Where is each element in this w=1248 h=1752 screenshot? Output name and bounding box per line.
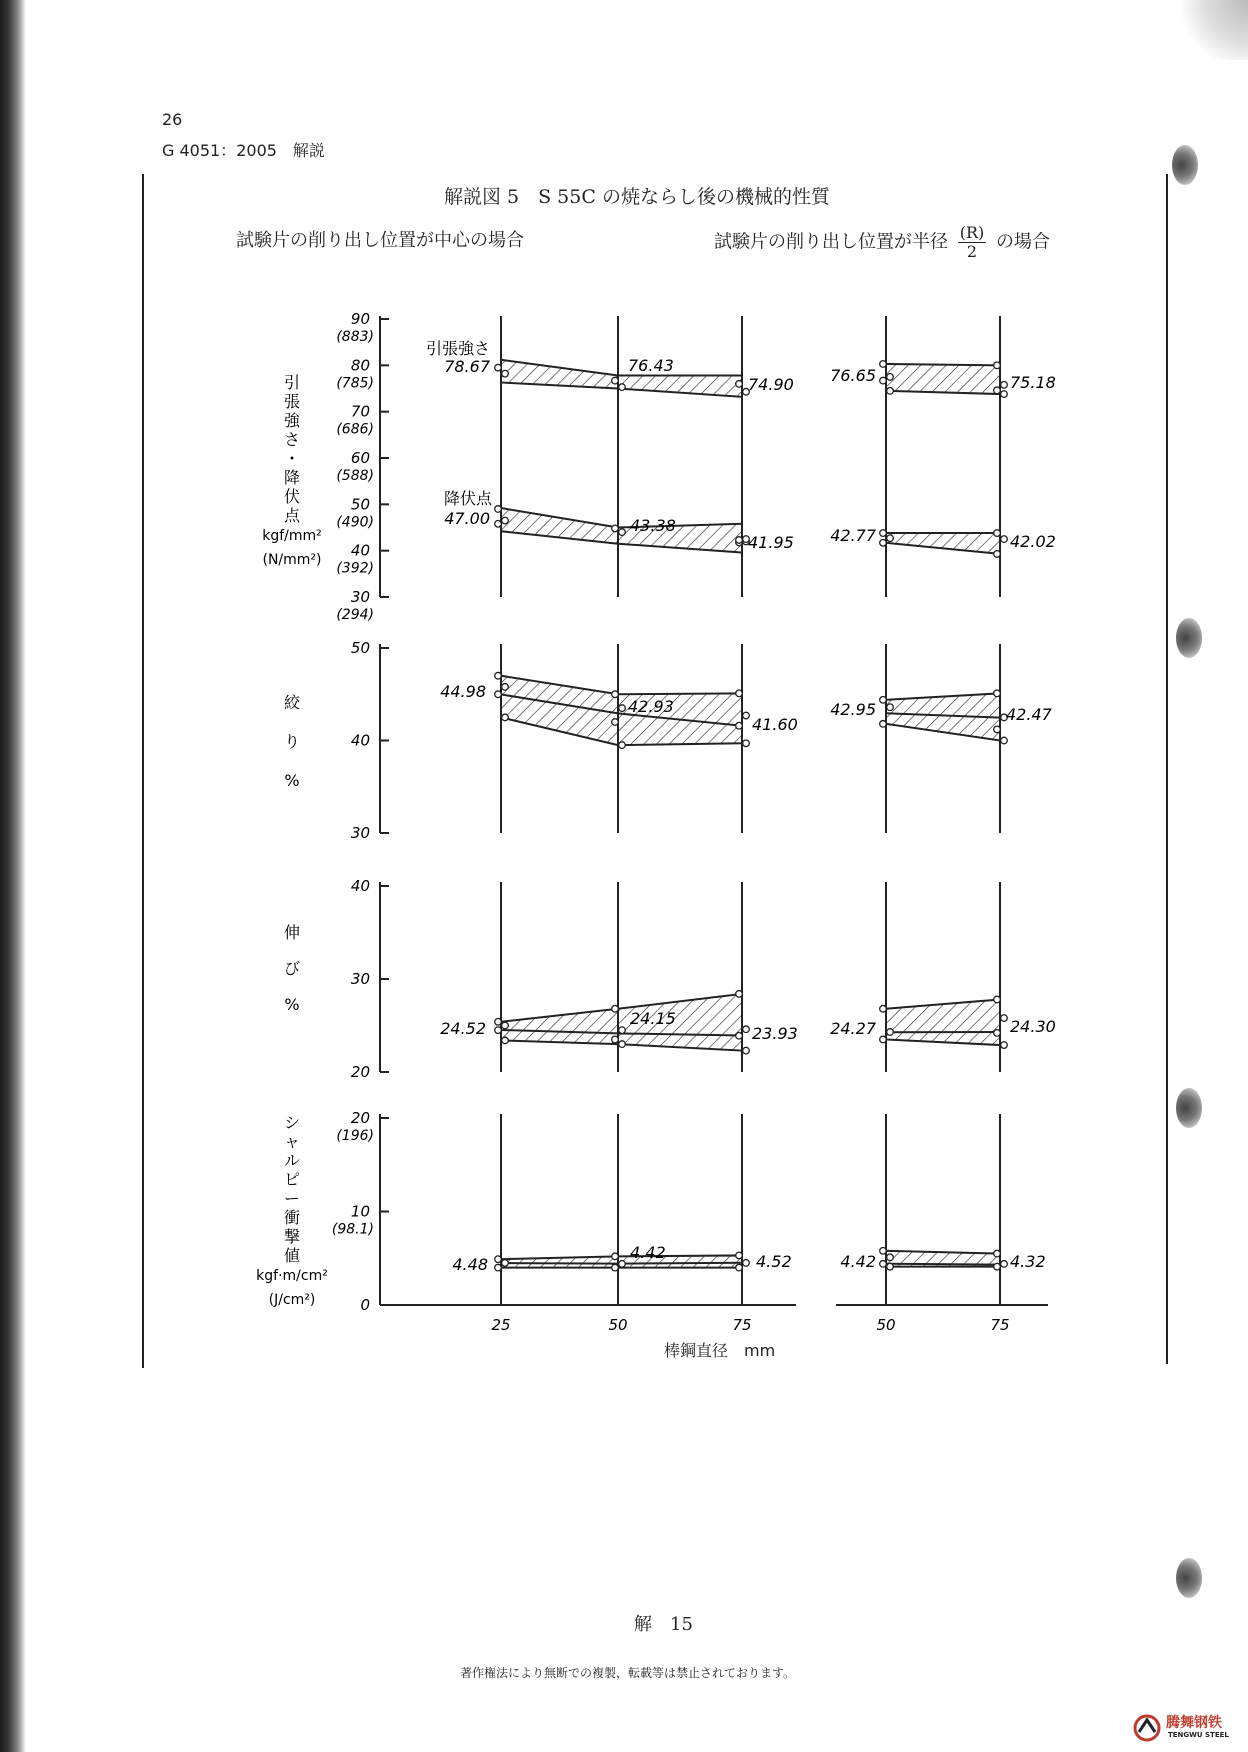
data-point (612, 1005, 619, 1012)
series-label-yield: 降伏点 (443, 489, 492, 508)
data-point (619, 384, 626, 391)
y-tick-label: 70 (350, 402, 370, 421)
y-label-charpy: ャ (283, 1132, 301, 1151)
y-tick-label: 30 (350, 588, 370, 606)
data-label: 42.02 (1010, 532, 1056, 551)
left-panel-title: 試験片の削り出し位置が中心の場合 (236, 230, 524, 251)
data-label: 42.47 (1006, 705, 1052, 724)
data-point (887, 704, 894, 711)
data-label: 44.98 (440, 682, 486, 701)
data-point (736, 722, 743, 729)
y-tick-label: 50 (350, 495, 370, 514)
data-label: 76.43 (628, 356, 674, 375)
data-label: 4.42 (630, 1243, 666, 1262)
y-label-elongation: 伸 (283, 923, 301, 942)
y-label-charpy: 撃 (283, 1227, 301, 1246)
y-label-strength: 強 (283, 411, 301, 430)
y-label-charpy: ピ (283, 1170, 301, 1189)
data-point (994, 690, 1001, 697)
data-point (736, 381, 743, 388)
data-point (887, 388, 894, 395)
data-point (495, 1256, 502, 1263)
data-point (887, 374, 894, 381)
data-point (880, 721, 887, 728)
data-label: 4.48 (452, 1255, 488, 1274)
data-label: 24.15 (630, 1009, 676, 1028)
data-point (887, 1263, 894, 1270)
data-point (502, 1022, 509, 1029)
y-label-charpy: kgf·m/cm² (256, 1268, 328, 1284)
logo-subtitle: TENGWU STEEL (1168, 1731, 1229, 1739)
data-label: 4.32 (1010, 1252, 1046, 1271)
mean-line (886, 1264, 1000, 1265)
data-point (743, 740, 750, 747)
data-point (880, 377, 887, 384)
scatter-band (886, 999, 1000, 1045)
data-point (495, 364, 502, 371)
data-label: 74.90 (748, 375, 794, 394)
data-point (994, 996, 1001, 1003)
y-label-strength: kgf/mm² (262, 528, 322, 544)
y-label-reduction: 絞 (283, 693, 301, 712)
data-point (612, 1264, 619, 1271)
y-tick-label: 30 (350, 970, 370, 988)
data-label: 24.52 (440, 1019, 486, 1038)
data-label: 24.30 (1010, 1017, 1056, 1036)
data-label: 24.27 (830, 1019, 876, 1038)
data-point (743, 1260, 750, 1267)
y-tick-label: 20 (350, 1109, 370, 1127)
data-point (743, 1047, 750, 1054)
data-point (612, 1036, 619, 1043)
data-label: 41.60 (752, 715, 798, 734)
x-tick-label: 25 (491, 1316, 511, 1334)
chart-title: 解説図 5 S 55C の焼ならし後の機械的性質 (444, 186, 830, 208)
data-point (880, 530, 887, 537)
data-point (994, 1263, 1001, 1270)
data-label: 75.18 (1010, 373, 1056, 392)
data-point (887, 1029, 894, 1036)
tengwu-steel-logo (1132, 1712, 1232, 1744)
scatter-band (501, 360, 742, 397)
data-point (887, 1254, 894, 1261)
y-tick-label: 20 (350, 1063, 370, 1081)
data-point (502, 517, 509, 524)
data-label: 78.67 (444, 357, 490, 376)
data-point (495, 520, 502, 527)
data-point (1001, 737, 1008, 744)
data-point (1001, 381, 1008, 388)
data-point (994, 362, 1001, 369)
data-label: 4.52 (756, 1252, 792, 1271)
data-point (619, 1261, 626, 1268)
y-label-reduction: り (283, 732, 301, 751)
data-point (495, 506, 502, 513)
y-tick-sublabel: (392) (336, 560, 374, 577)
scatter-band (886, 364, 1000, 394)
data-label: 4.42 (840, 1252, 876, 1271)
y-tick-label: 90 (350, 310, 370, 328)
y-label-reduction: % (284, 771, 300, 790)
data-point (1001, 1261, 1008, 1268)
x-tick-label: 75 (732, 1316, 752, 1334)
y-tick-label: 40 (350, 541, 370, 560)
data-point (495, 1264, 502, 1271)
data-point (743, 712, 750, 719)
y-tick-label: 80 (350, 356, 370, 375)
y-label-strength: ・ (283, 449, 301, 468)
x-axis-label: 棒鋼直径 mm (664, 1341, 776, 1360)
y-tick-label: 40 (350, 877, 370, 895)
data-point (495, 1018, 502, 1025)
data-point (994, 1030, 1001, 1037)
data-label: 41.95 (748, 533, 794, 552)
y-tick-sublabel: (686) (336, 421, 374, 438)
data-label: 47.00 (444, 509, 490, 528)
y-tick-sublabel: (588) (336, 468, 374, 484)
right-panel-title-suffix: の場合 (996, 231, 1050, 253)
data-label: 42.77 (830, 526, 876, 545)
y-label-charpy: ル (283, 1151, 301, 1170)
data-point (994, 1250, 1001, 1257)
data-point (502, 714, 509, 721)
y-tick-sublabel: (294) (336, 607, 374, 623)
y-label-strength: (N/mm²) (262, 552, 322, 568)
data-point (736, 1032, 743, 1039)
data-point (1001, 1042, 1008, 1049)
y-tick-label: 50 (350, 639, 370, 657)
data-point (736, 1252, 743, 1259)
data-point (619, 742, 626, 749)
data-point (619, 705, 626, 712)
copyright-notice: 著作権法により無断での複製，転載等は禁止されております。 (460, 1666, 796, 1680)
data-point (887, 535, 894, 542)
data-label: 42.95 (830, 700, 876, 719)
y-tick-sublabel: (98.1) (331, 1221, 374, 1238)
y-tick-sublabel: (196) (336, 1128, 374, 1144)
data-point (994, 387, 1001, 394)
data-point (495, 691, 502, 698)
data-point (495, 672, 502, 679)
data-point (880, 1005, 887, 1012)
y-label-strength: 降 (283, 468, 301, 487)
data-point (736, 690, 743, 697)
y-label-charpy: シ (283, 1113, 301, 1132)
data-point (502, 1260, 509, 1267)
y-tick-label: 40 (350, 731, 370, 750)
data-point (994, 726, 1001, 733)
data-point (612, 525, 619, 532)
y-label-strength: 点 (283, 506, 301, 525)
data-label: 76.65 (830, 366, 876, 385)
y-tick-sublabel: (785) (336, 375, 374, 392)
data-point (619, 529, 626, 536)
y-label-elongation: % (284, 995, 300, 1014)
y-tick-label: 60 (350, 449, 370, 467)
y-tick-label: 30 (350, 824, 370, 842)
data-point (495, 1027, 502, 1034)
data-point (502, 370, 509, 377)
data-point (880, 1036, 887, 1043)
data-point (502, 684, 509, 691)
data-point (880, 1261, 887, 1268)
data-point (612, 1253, 619, 1260)
scatter-band (886, 533, 1000, 554)
data-point (736, 991, 743, 998)
document-id: G 4051：2005 解説 (162, 141, 325, 160)
footer-page: 解 15 (634, 1614, 693, 1635)
x-tick-label: 75 (990, 1316, 1010, 1334)
y-label-strength: 伏 (283, 487, 301, 506)
data-point (619, 1041, 626, 1048)
data-point (736, 537, 743, 544)
fraction-denominator: 2 (966, 242, 978, 261)
y-label-elongation: び (283, 959, 301, 978)
data-point (502, 1037, 509, 1044)
data-point (736, 1264, 743, 1271)
y-tick-sublabel: (883) (336, 329, 374, 345)
y-label-strength: 引 (283, 373, 301, 392)
y-label-charpy: 値 (283, 1246, 301, 1265)
y-tick-label: 10 (350, 1202, 370, 1221)
y-label-charpy: ー (283, 1189, 301, 1208)
data-point (1001, 391, 1008, 398)
data-point (880, 697, 887, 704)
data-point (880, 361, 887, 368)
data-point (994, 530, 1001, 537)
series-label-tensile: 引張強さ (425, 339, 490, 358)
data-point (1001, 1015, 1008, 1022)
data-point (994, 551, 1001, 558)
data-label: 42.93 (628, 697, 674, 716)
data-point (612, 377, 619, 384)
data-point (880, 1247, 887, 1254)
data-point (743, 1026, 750, 1033)
data-point (880, 539, 887, 546)
data-point (1001, 536, 1008, 543)
y-tick-label: 0 (360, 1296, 370, 1314)
y-tick-sublabel: (490) (336, 514, 374, 531)
y-label-charpy: 衝 (283, 1208, 301, 1227)
data-point (612, 691, 619, 698)
right-panel-title-prefix: 試験片の削り出し位置が半径 (714, 231, 948, 253)
data-label: 23.93 (752, 1024, 798, 1043)
logo-name: 腾舞钢铁 (1166, 1715, 1222, 1731)
y-label-charpy: (J/cm²) (268, 1292, 316, 1308)
page-number: 26 (162, 110, 183, 129)
fraction-numerator: (R) (959, 223, 985, 242)
y-label-strength: 張 (283, 392, 301, 411)
x-tick-label: 50 (608, 1316, 628, 1334)
data-point (619, 1027, 626, 1034)
y-label-strength: さ (283, 430, 301, 449)
data-label: 43.38 (630, 516, 676, 535)
x-tick-label: 50 (876, 1316, 896, 1334)
data-point (612, 719, 619, 726)
